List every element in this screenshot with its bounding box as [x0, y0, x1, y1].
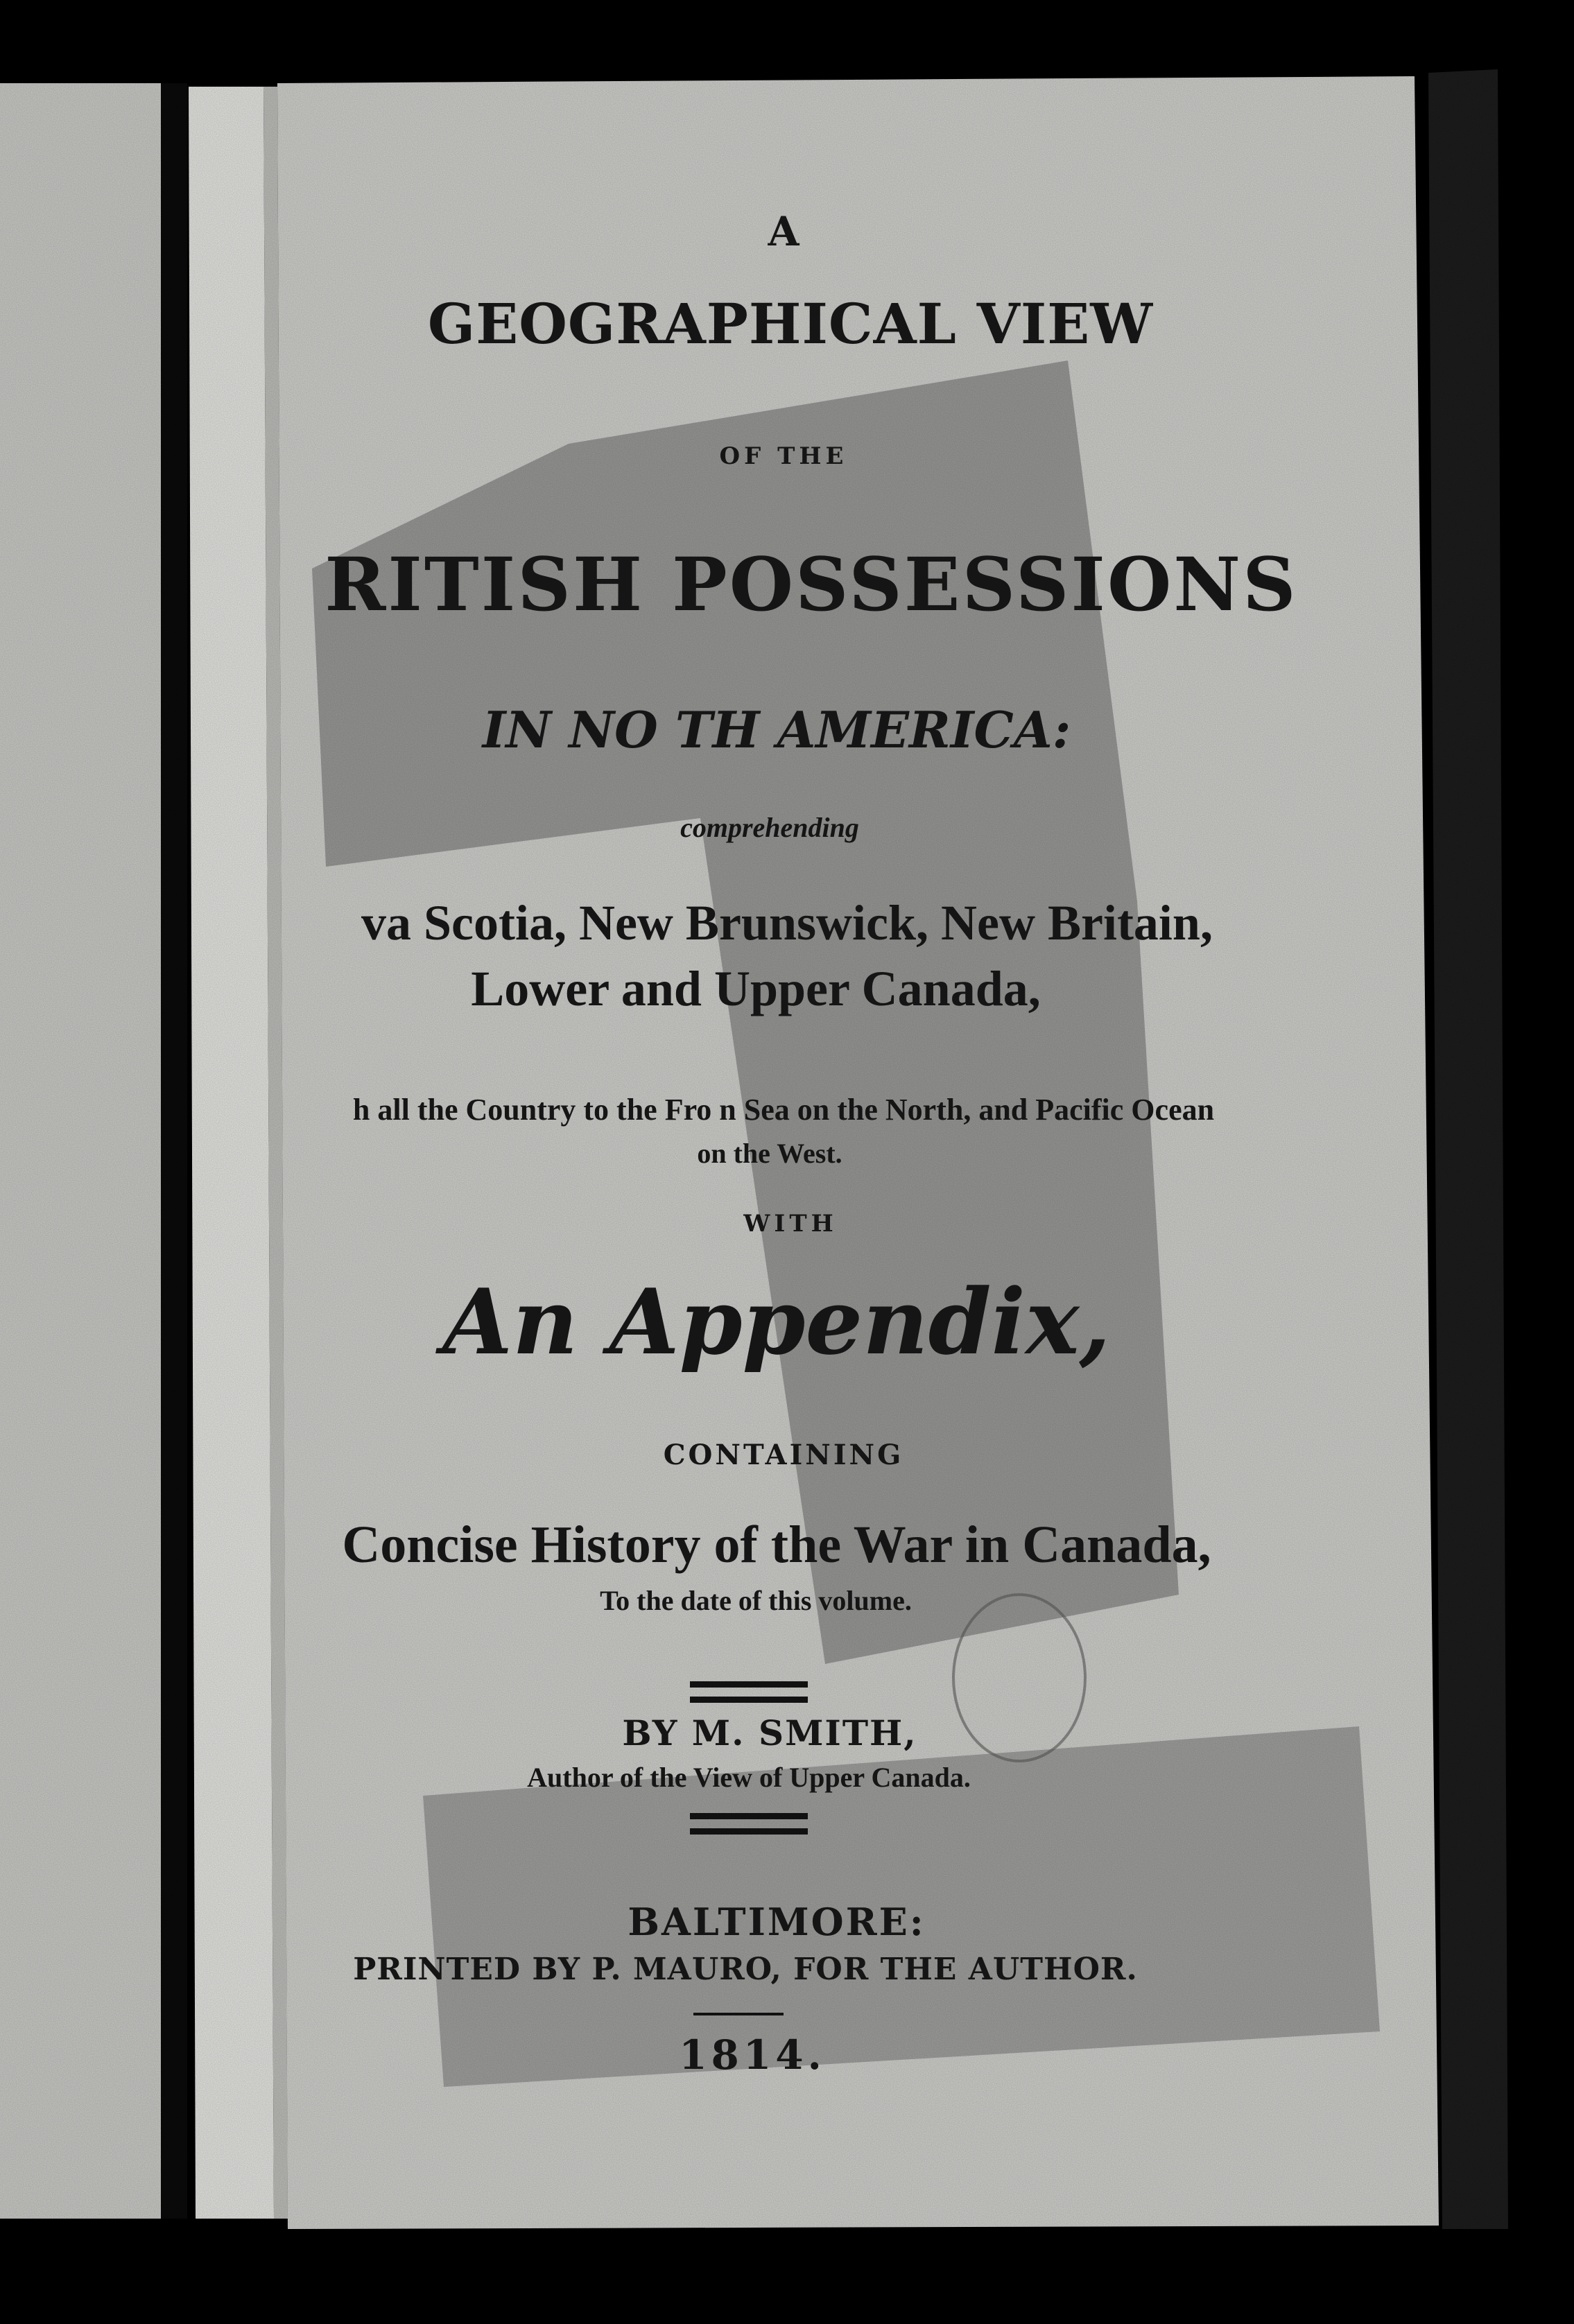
- history-line: Concise History of the War in Canada,: [342, 1516, 1211, 1574]
- provinces-line-1: va Scotia, New Brunswick, New Britain,: [361, 895, 1213, 951]
- history-date-line: To the date of this volume.: [600, 1585, 912, 1616]
- double-rule-lower-1: [690, 1813, 808, 1819]
- imprint-year: 1814.: [679, 2031, 826, 2079]
- title-line-north-america: IN NO TH AMERICA:: [482, 700, 1071, 759]
- author-credential: Author of the View of Upper Canada.: [527, 1762, 971, 1793]
- country-line-1: h all the Country to the Fro n Sea on the North, and Pacific Ocean: [352, 1093, 1215, 1127]
- provinces-line-2: Lower and Upper Canada,: [471, 961, 1041, 1016]
- appendix-heading: An Appendix,: [442, 1269, 1111, 1375]
- subtitle-containing: CONTAINING: [663, 1439, 904, 1471]
- subtitle-comprehending: comprehending: [680, 812, 859, 843]
- double-rule-lower-2: [690, 1828, 808, 1835]
- title-line-of-the: OF THE: [719, 442, 848, 470]
- imprint-small-rule: [693, 2013, 784, 2015]
- subtitle-with: WITH: [743, 1210, 838, 1238]
- double-rule-upper-2: [690, 1697, 808, 1703]
- double-rule-upper-1: [690, 1681, 808, 1688]
- title-article: A: [768, 208, 799, 255]
- imprint-printer: PRINTED BY P. MAURO, FOR THE AUTHOR.: [353, 1952, 1138, 1987]
- author-byline: BY M. SMITH,: [622, 1712, 917, 1753]
- title-line-geographical-view: GEOGRAPHICAL VIEW: [427, 291, 1154, 356]
- country-line-2: on the West.: [697, 1138, 842, 1169]
- title-line-possessions: RITISH POSSESSIONS: [325, 541, 1298, 627]
- imprint-city: BALTIMORE:: [628, 1900, 926, 1944]
